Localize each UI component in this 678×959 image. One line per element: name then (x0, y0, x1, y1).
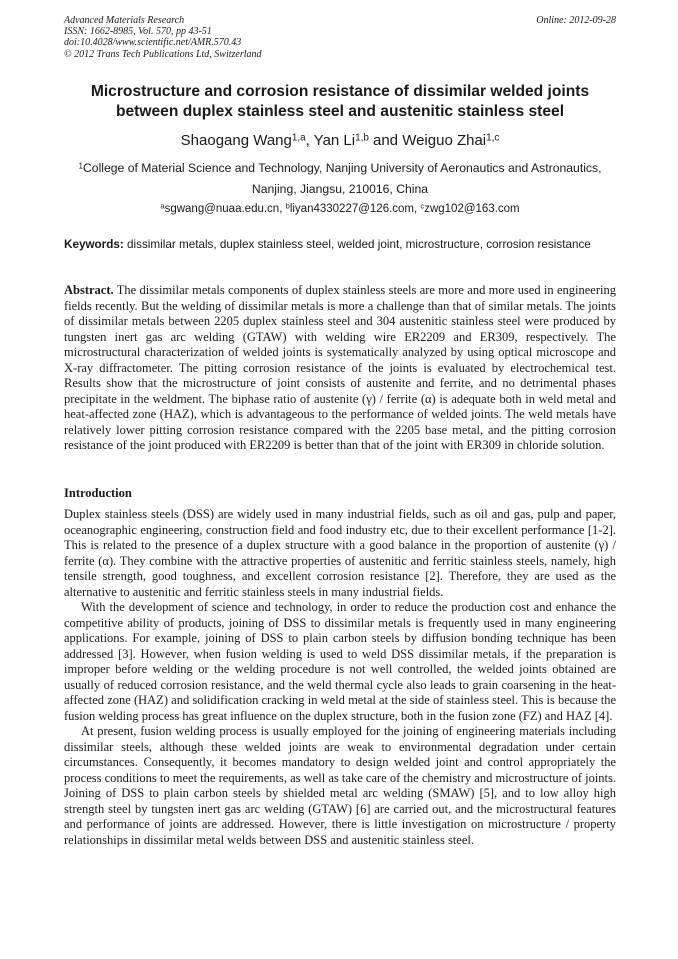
journal-doi: doi:10.4028/www.scientific.net/AMR.570.43 (64, 37, 242, 49)
paragraph: Duplex stainless steels (DSS) are widely used in many industrial fields, such as oil and gas, pulp and paper, oceanographic engineering, construction field and food industry etc, due to their excellent performance [1-2]. This is related to the presence of a duplex structure with a good balance in the proportion of austenite (γ) / ferrite (α). They combine with the attractive properties of austenitic and ferritic stainless steels, namely, high tensile strength, good toughness, and excellent corrosion resistance [2]. Therefore, they are used as the alternative to austenitic and ferritic stainless steels in many industrial fields. (64, 507, 616, 599)
keywords-label: Keywords: (64, 238, 124, 251)
keywords (64, 238, 616, 253)
email-link[interactable]: sgwang@nuaa.edu.cn, (164, 203, 286, 215)
email-link[interactable]: zwg102@163.com (424, 203, 520, 215)
author-name: Yan Li (313, 132, 356, 149)
author-name: Shaogang Wang (180, 132, 292, 149)
paragraph: With the development of science and technology, in order to reduce the production cost and enhance the competitive ability of products, joining of DSS to dissimilar metals is frequently used in many engineering applications. For example, joining of DSS to plain carbon steels by diffusion bonding technique has been addressed [3]. However, when fusion welding is used to weld DSS dissimilar metals, if the preparation is improper before welding or the welding procedure is not well controlled, the welded joints obtained are usually of reduced corrosion resistance, and the weld thermal cycle also leads to grain coarsening in the heat-affected zone (HAZ) and solidification cracking in weld metal at the side of stainless steel. This is because the fusion welding process has great influence on the duplex structure, both in the fusion zone (FZ) and HAZ [4]. (64, 600, 616, 723)
affiliation-superscript: 1 (78, 161, 83, 171)
paragraph: At present, fusion welding process is usually employed for the joining of engineering materials including dissimilar steels, although these welded joints are weak to environmental degradation under certain circumstances. Consequently, it becomes mandatory to design welded joint and control appropriately the process conditions to meet the requirements, as well as take care of the chemistry and microstructure of joints. Joining of DSS to plain carbon steels by shielded metal arc welding (SMAW) [5], and to low alloy high strength steel by tungsten inert gas arc welding (GTAW) [6] are carried out, and the microstructural features and performance of joints are addressed. However, there is little investigation on microstructure / property relationships in dissimilar metal welds between DSS and austenitic stainless steel. (64, 724, 616, 847)
journal-copyright: © 2012 Trans Tech Publications Ltd, Switzerland (64, 48, 262, 60)
abstract (64, 283, 616, 454)
author-separator: and (368, 132, 403, 149)
author-emails (64, 201, 616, 217)
journal-header (64, 15, 616, 60)
paper-title: Microstructure and corrosion resistance of dissimilar welded joints between duplex stainless steel and austenitic stainless steel (90, 83, 590, 120)
author-list (64, 131, 616, 151)
email-link[interactable]: liyan4330227@126.com, (289, 203, 421, 215)
abstract-text: The dissimilar metals components of duplex stainless steels are more and more used in engineering fields recently. But the welding of dissimilar metals is more a challenge than that of similar metals. The joints of dissimilar metals between 2205 duplex stainless steel and 304 austenitic stainless steel were produced by tungsten inert gas arc welding (GTAW) with welding wire ER2209 and ER309, respectively. The microstructural characterization of welded joints is systematically analyzed by using optical microscope and X-ray diffractometer. The pitting corrosion resistance of the joints is evaluated by electrochemical test. Results show that the microstructure of joint consists of austenite and ferrite, and no detrimental phases precipitate in the weldment. The biphase ratio of austenite (γ) / ferrite (α) is adequate both in weld metal and heat-affected zone (HAZ), which is advantageous to the performance of welded joints. The weld metals have relatively lower pitting corrosion resistance compared with the 2205 base metal, and the pitting corrosion resistance of the joint produced with ER2209 is better than that of the joint with ER309 in chloride solution. (64, 283, 616, 452)
email-superscript: b (285, 201, 290, 211)
author-superscript: 1,c (486, 132, 500, 144)
email-superscript: a (160, 201, 165, 211)
author-superscript: 1,a (291, 132, 306, 144)
abstract-label: Abstract. (64, 283, 114, 297)
affiliation (64, 158, 616, 199)
introduction-body (64, 507, 616, 848)
author-superscript: 1,b (355, 132, 369, 144)
section-heading-introduction: Introduction (64, 486, 132, 500)
affiliation-text: College of Material Science and Technology, Nanjing University of Aeronautics and Astronautics, Nanjing, Jiangsu, 210016, China (83, 161, 602, 196)
author-name: Weiguo Zhai (402, 132, 487, 149)
email-superscript: c (420, 201, 425, 211)
journal-name: Advanced Materials Research (64, 15, 185, 26)
journal-issn: ISSN: 1662-8985, Vol. 570, pp 43-51 (64, 26, 212, 38)
online-date: Online: 2012-09-28 (536, 15, 616, 26)
keywords-text: dissimilar metals, duplex stainless steel, welded joint, microstructure, corrosion resistance (123, 238, 591, 251)
author-separator: , (305, 132, 314, 149)
